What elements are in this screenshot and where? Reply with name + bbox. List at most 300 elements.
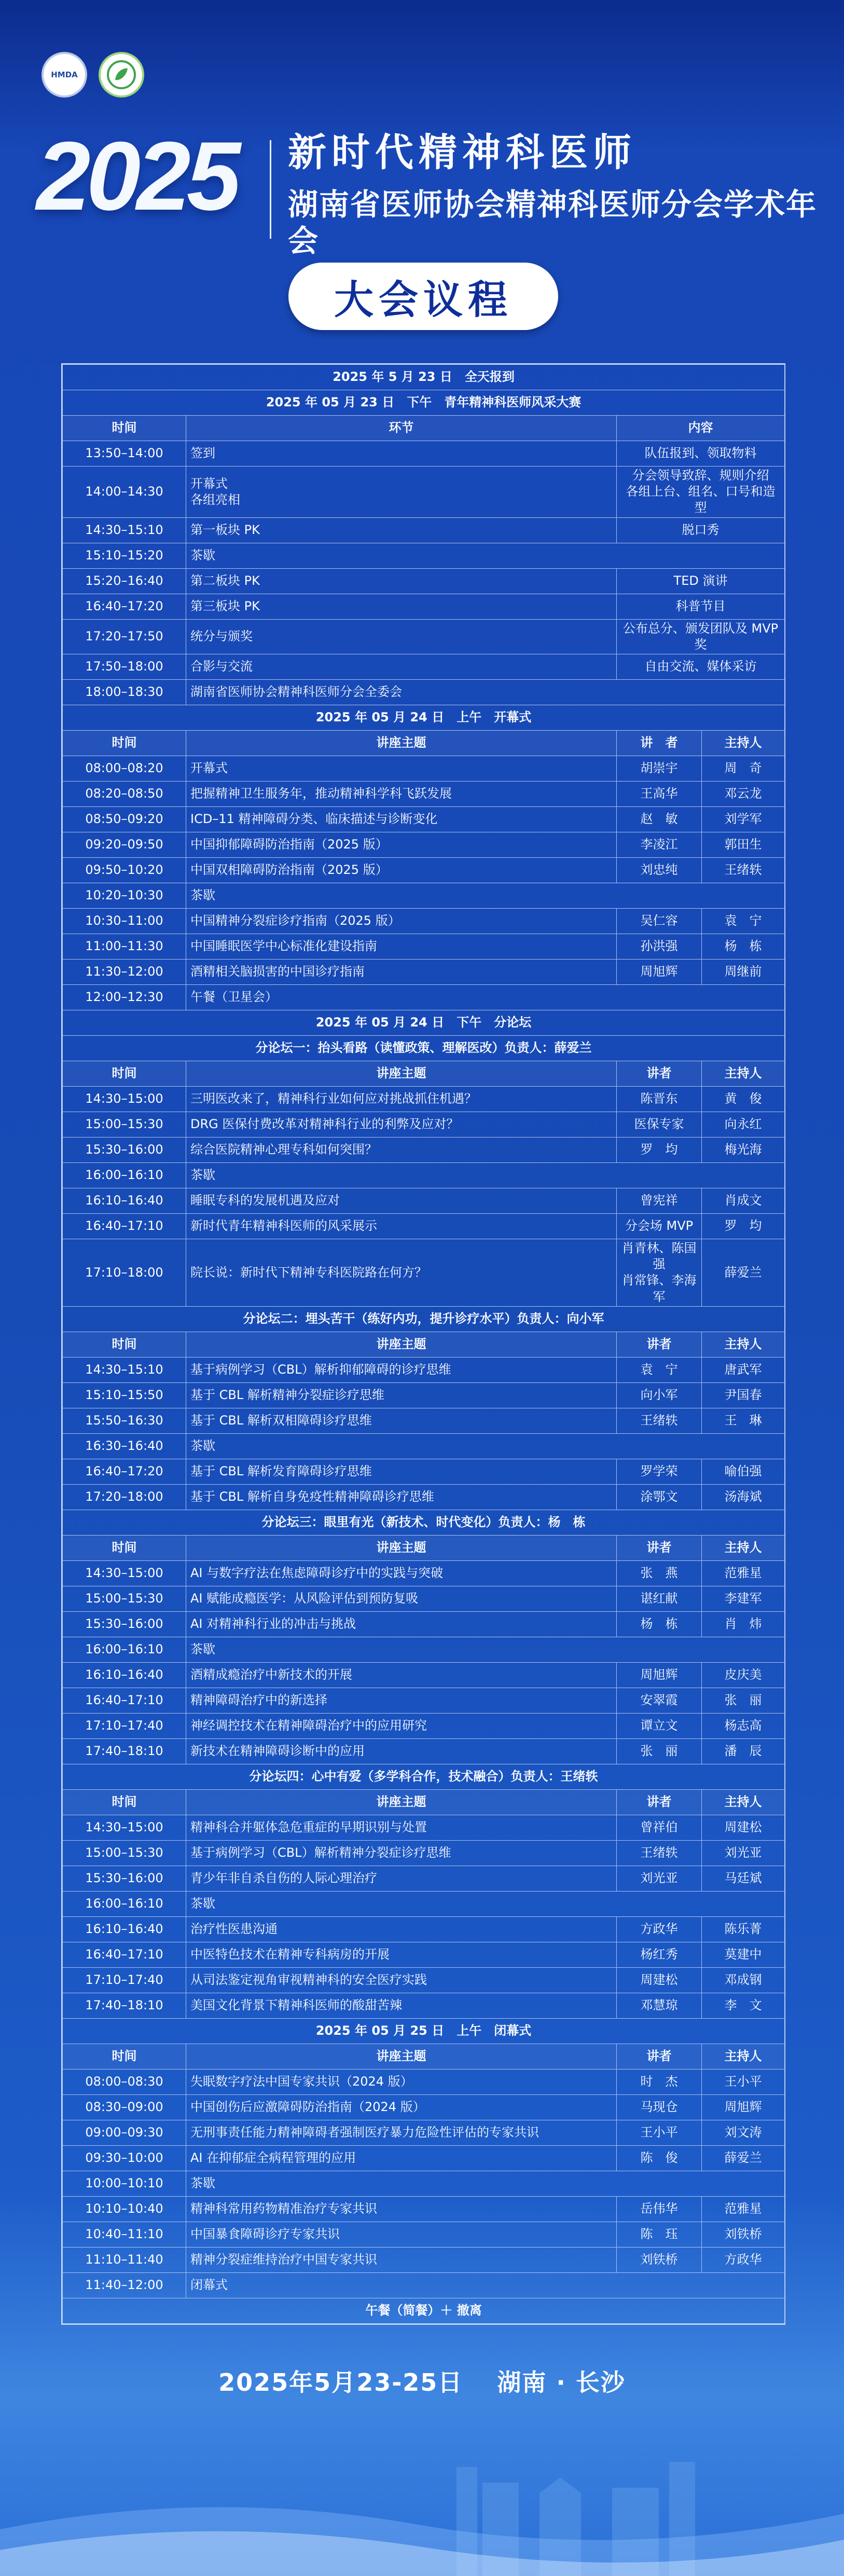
table-row	[63, 1213, 785, 1239]
table-row	[63, 1942, 785, 1967]
section-banner	[63, 365, 785, 390]
time-cell: 17:10–17:40	[63, 1713, 186, 1738]
speaker-cell: 邓慧琼	[617, 1993, 702, 2018]
speaker-cell: 曾祥伯	[617, 1815, 702, 1840]
topic-cell: 精神科合并躯体急危重症的早期识别与处置	[186, 1815, 617, 1840]
speaker-cell: 刘铁桥	[617, 2247, 702, 2272]
session-cell: 合影与交流	[186, 654, 617, 679]
table-row	[63, 1688, 785, 1713]
time-cell: 10:10–10:40	[63, 2196, 186, 2222]
speaker-cell: 曾宪祥	[617, 1188, 702, 1213]
section-banner	[63, 705, 785, 730]
table-header	[63, 416, 785, 441]
column-header: 主持人	[702, 1535, 785, 1560]
table-row	[63, 2120, 785, 2145]
speaker-cell: 方政华	[617, 1916, 702, 1942]
table-row	[63, 1459, 785, 1484]
table-row	[63, 654, 785, 679]
topic-cell: 把握精神卫生服务年，推动精神科学科飞跃发展	[186, 781, 617, 806]
table-row	[63, 908, 785, 934]
topic-cell: 茶歇	[186, 1162, 785, 1188]
host-cell: 王绪轶	[702, 857, 785, 883]
table-row	[63, 1382, 785, 1408]
time-cell: 17:20–18:00	[63, 1484, 186, 1510]
time-cell: 12:00–12:30	[63, 984, 186, 1010]
table-row	[63, 959, 785, 984]
speaker-cell: 谭立文	[617, 1713, 702, 1738]
section-title: 2025 年 05 月 24 日 上午 开幕式	[63, 705, 785, 730]
time-cell: 08:50–09:20	[63, 806, 186, 832]
table-row	[63, 1866, 785, 1891]
hmda-logo: HMDA	[41, 52, 87, 98]
section-title: 分论坛二：埋头苦干（练好内功，提升诊疗水平）负责人：向小军	[63, 1306, 785, 1332]
time-cell: 15:30–16:00	[63, 1866, 186, 1891]
time-cell: 09:50–10:20	[63, 857, 186, 883]
host-cell: 方政华	[702, 2247, 785, 2272]
table-row	[63, 2196, 785, 2222]
speaker-cell: 吴仁容	[617, 908, 702, 934]
column-header: 时间	[63, 1332, 186, 1357]
speaker-cell: 向小军	[617, 1382, 702, 1408]
column-header: 时间	[63, 1789, 186, 1815]
speaker-cell: 周建松	[617, 1967, 702, 1993]
leaf-icon	[106, 59, 137, 90]
topic-cell: 茶歇	[186, 1433, 785, 1459]
time-cell: 15:00–15:30	[63, 1840, 186, 1866]
content-cell: 分会领导致辞、规则介绍 各组上台、组名、口号和造型	[617, 467, 785, 518]
topic-cell: 午餐（卫星会）	[186, 984, 785, 1010]
topic-cell: 精神分裂症维持治疗中国专家共识	[186, 2247, 617, 2272]
table-row	[63, 1239, 785, 1306]
time-cell: 16:10–16:40	[63, 1916, 186, 1942]
speaker-cell: 肖青林、陈国强 肖常锋、李海军	[617, 1239, 702, 1306]
speaker-cell: 李凌江	[617, 832, 702, 857]
speaker-cell: 涂鄂文	[617, 1484, 702, 1510]
time-cell: 16:40–17:10	[63, 1688, 186, 1713]
host-cell: 喻伯强	[702, 1459, 785, 1484]
speaker-cell: 袁 宁	[617, 1357, 702, 1382]
host-cell: 刘光亚	[702, 1840, 785, 1866]
table-row	[63, 2222, 785, 2247]
topic-cell: 美国文化背景下精神科医师的酸甜苦辣	[186, 1993, 617, 2018]
table-row	[63, 857, 785, 883]
table-row	[63, 1738, 785, 1764]
topic-cell: 中国精神分裂症诊疗指南（2025 版）	[186, 908, 617, 934]
table-row	[63, 1891, 785, 1916]
content-cell: 自由交流、媒体采访	[617, 654, 785, 679]
topic-cell: 睡眠专科的发展机遇及应对	[186, 1188, 617, 1213]
topic-cell: 综合医院精神心理专科如何突围？	[186, 1137, 617, 1162]
speaker-cell: 张 燕	[617, 1560, 702, 1586]
table-row	[63, 441, 785, 467]
column-header: 讲 者	[617, 730, 702, 756]
topic-cell: 基于 CBL 解析双相障碍诊疗思维	[186, 1408, 617, 1433]
host-cell: 王小平	[702, 2069, 785, 2094]
topic-cell: 开幕式	[186, 756, 617, 781]
section-banner	[63, 390, 785, 416]
table-row	[63, 1162, 785, 1188]
table-row	[63, 756, 785, 781]
agenda-pill	[288, 263, 558, 330]
speaker-cell: 医保专家	[617, 1112, 702, 1137]
speaker-cell: 杨红秀	[617, 1942, 702, 1967]
topic-cell: 基于 CBL 解析精神分裂症诊疗思维	[186, 1382, 617, 1408]
time-cell: 15:30–16:00	[63, 1137, 186, 1162]
page-subtitle: 湖南省医师协会精神科医师分会学术年会	[288, 187, 818, 258]
host-cell: 邓成钢	[702, 1967, 785, 1993]
column-header: 主持人	[702, 1332, 785, 1357]
topic-cell: 中医特色技术在精神专科病房的开展	[186, 1942, 617, 1967]
time-cell: 08:00–08:20	[63, 756, 186, 781]
content-cell: 脱口秀	[617, 517, 785, 543]
topic-cell: 基于病例学习（CBL）解析精神分裂症诊疗思维	[186, 1840, 617, 1866]
table-row	[63, 2247, 785, 2272]
event-date-location: 2025年5月23-25日 湖南 · 长沙	[218, 2368, 626, 2396]
speaker-cell: 刘忠纯	[617, 857, 702, 883]
time-cell: 09:30–10:00	[63, 2145, 186, 2171]
time-cell: 14:30–15:00	[63, 1086, 186, 1112]
time-cell: 11:40–12:00	[63, 2272, 186, 2298]
column-header: 讲者	[617, 1061, 702, 1086]
table-row	[63, 1433, 785, 1459]
year-mark: 2025	[36, 121, 237, 230]
table-row	[63, 1840, 785, 1866]
time-cell: 10:30–11:00	[63, 908, 186, 934]
time-cell: 14:30–15:00	[63, 1560, 186, 1586]
speaker-cell: 罗 均	[617, 1137, 702, 1162]
session-cell: 开幕式 各组亮相	[186, 467, 617, 518]
topic-cell: 失眠数字疗法中国专家共识（2024 版）	[186, 2069, 617, 2094]
time-cell: 17:10–17:40	[63, 1967, 186, 1993]
table-header	[63, 1535, 785, 1560]
time-cell: 14:30–15:10	[63, 1357, 186, 1382]
table-row	[63, 1916, 785, 1942]
table-row	[63, 934, 785, 959]
host-cell: 刘铁桥	[702, 2222, 785, 2247]
session-cell: 第二板块 PK	[186, 568, 617, 594]
host-cell: 李 文	[702, 1993, 785, 2018]
speaker-cell: 杨 栋	[617, 1611, 702, 1637]
section-banner	[63, 1764, 785, 1789]
table-row	[63, 806, 785, 832]
logo-group	[41, 52, 144, 98]
agenda-pill-label: 大会议程	[334, 276, 513, 323]
host-cell: 潘 辰	[702, 1738, 785, 1764]
time-cell: 16:40–17:20	[63, 594, 186, 619]
speaker-cell: 谌红献	[617, 1586, 702, 1611]
speaker-cell: 王高华	[617, 781, 702, 806]
host-cell: 梅光海	[702, 1137, 785, 1162]
speaker-cell: 刘光亚	[617, 1866, 702, 1891]
time-cell: 16:30–16:40	[63, 1433, 186, 1459]
section-title: 分论坛三：眼里有光（新技术、时代变化）负责人：杨 栋	[63, 1510, 785, 1535]
time-cell: 15:10–15:50	[63, 1382, 186, 1408]
column-header: 讲者	[617, 2044, 702, 2069]
section-title: 分论坛四：心中有爱（多学科合作，技术融合）负责人：王绪轶	[63, 1764, 785, 1789]
table-row	[63, 1188, 785, 1213]
section-banner	[63, 1306, 785, 1332]
speaker-cell: 王小平	[617, 2120, 702, 2145]
table-header	[63, 1061, 785, 1086]
speaker-cell: 安翠霞	[617, 1688, 702, 1713]
topic-cell: AI 对精神科行业的冲击与挑战	[186, 1611, 617, 1637]
topic-cell: 茶歇	[186, 883, 785, 908]
society-logo	[99, 52, 144, 98]
time-cell: 11:30–12:00	[63, 959, 186, 984]
table-row	[63, 467, 785, 518]
time-cell: 15:20–16:40	[63, 568, 186, 594]
topic-cell: AI 在抑郁症全病程管理的应用	[186, 2145, 617, 2171]
topic-cell: 精神障碍治疗中的新选择	[186, 1688, 617, 1713]
column-header: 时间	[63, 1535, 186, 1560]
column-header: 主持人	[702, 730, 785, 756]
time-cell: 08:00–08:30	[63, 2069, 186, 2094]
column-header: 讲座主题	[186, 2044, 617, 2069]
column-header: 讲座主题	[186, 1789, 617, 1815]
session-cell: 统分与颁奖	[186, 619, 617, 654]
topic-cell: 基于 CBL 解析发育障碍诊疗思维	[186, 1459, 617, 1484]
topic-cell: 青少年非自杀自伤的人际心理治疗	[186, 1866, 617, 1891]
table-row	[63, 2171, 785, 2196]
column-header: 环节	[186, 416, 617, 441]
column-header: 内容	[617, 416, 785, 441]
section-title: 午餐（简餐）＋ 撤离	[63, 2298, 785, 2323]
topic-cell: 中国抑郁障碍防治指南（2025 版）	[186, 832, 617, 857]
topic-cell: 院长说：新时代下精神专科医院路在何方？	[186, 1239, 617, 1306]
host-cell: 黄 俊	[702, 1086, 785, 1112]
table-row	[63, 1713, 785, 1738]
table-row	[63, 1662, 785, 1688]
topic-cell: 神经调控技术在精神障碍治疗中的应用研究	[186, 1713, 617, 1738]
time-cell: 16:00–16:10	[63, 1637, 186, 1662]
time-cell: 16:10–16:40	[63, 1188, 186, 1213]
table-header	[63, 730, 785, 756]
table-row	[63, 568, 785, 594]
time-cell: 16:10–16:40	[63, 1662, 186, 1688]
host-cell: 刘文涛	[702, 2120, 785, 2145]
agenda-table	[61, 363, 785, 2325]
host-cell: 范雅星	[702, 2196, 785, 2222]
host-cell: 李建军	[702, 1586, 785, 1611]
topic-cell: 酒精成瘾治疗中新技术的开展	[186, 1662, 617, 1688]
time-cell: 08:20–08:50	[63, 781, 186, 806]
time-cell: 16:40–17:20	[63, 1459, 186, 1484]
section-banner	[63, 1010, 785, 1035]
time-cell: 15:30–16:00	[63, 1611, 186, 1637]
column-header: 讲者	[617, 1535, 702, 1560]
table-row	[63, 679, 785, 705]
host-cell: 莫建中	[702, 1942, 785, 1967]
time-cell: 14:00–14:30	[63, 467, 186, 518]
topic-cell: 茶歇	[186, 1891, 785, 1916]
host-cell: 薛爱兰	[702, 1239, 785, 1306]
host-cell: 杨 栋	[702, 934, 785, 959]
table-row	[63, 619, 785, 654]
host-cell: 王 琳	[702, 1408, 785, 1433]
table-row	[63, 1357, 785, 1382]
table-row	[63, 1993, 785, 2018]
speaker-cell: 赵 敏	[617, 806, 702, 832]
host-cell: 郭田生	[702, 832, 785, 857]
table-header	[63, 1332, 785, 1357]
table-row	[63, 1484, 785, 1510]
topic-cell: 新时代青年精神科医师的风采展示	[186, 1213, 617, 1239]
content-cell: 公布总分、颁发团队及 MVP 奖	[617, 619, 785, 654]
table-row	[63, 1086, 785, 1112]
topic-cell: 治疗性医患沟通	[186, 1916, 617, 1942]
column-header: 主持人	[702, 1789, 785, 1815]
table-row	[63, 2272, 785, 2298]
host-cell: 罗 均	[702, 1213, 785, 1239]
table-row	[63, 2069, 785, 2094]
speaker-cell: 马现仓	[617, 2094, 702, 2120]
time-cell: 17:40–18:10	[63, 1993, 186, 2018]
topic-cell: ICD–11 精神障碍分类、临床描述与诊断变化	[186, 806, 617, 832]
time-cell: 11:00–11:30	[63, 934, 186, 959]
speaker-cell: 张 丽	[617, 1738, 702, 1764]
table-row	[63, 1137, 785, 1162]
table-row	[63, 543, 785, 568]
time-cell: 15:00–15:30	[63, 1112, 186, 1137]
column-header: 讲者	[617, 1789, 702, 1815]
topic-cell: 三明医改来了，精神科行业如何应对挑战抓住机遇？	[186, 1086, 617, 1112]
table-header	[63, 2044, 785, 2069]
topic-cell: 茶歇	[186, 2171, 785, 2196]
time-cell: 10:20–10:30	[63, 883, 186, 908]
speaker-cell: 岳伟华	[617, 2196, 702, 2222]
host-cell: 向永红	[702, 1112, 785, 1137]
table-row	[63, 1815, 785, 1840]
time-cell: 17:50–18:00	[63, 654, 186, 679]
time-cell: 14:30–15:00	[63, 1815, 186, 1840]
session-cell: 茶歇	[186, 543, 785, 568]
topic-cell: 从司法鉴定视角审视精神科的安全医疗实践	[186, 1967, 617, 1993]
time-cell: 13:50–14:00	[63, 441, 186, 467]
host-cell: 尹国春	[702, 1382, 785, 1408]
table-row	[63, 2145, 785, 2171]
speaker-cell: 王绪轶	[617, 1840, 702, 1866]
host-cell: 皮庆美	[702, 1662, 785, 1688]
time-cell: 15:00–15:30	[63, 1586, 186, 1611]
content-cell: TED 演讲	[617, 568, 785, 594]
time-cell: 16:40–17:10	[63, 1942, 186, 1967]
speaker-cell: 孙洪强	[617, 934, 702, 959]
host-cell: 陈乐菁	[702, 1916, 785, 1942]
column-header: 讲座主题	[186, 1061, 617, 1086]
time-cell: 09:00–09:30	[63, 2120, 186, 2145]
topic-cell: 中国双相障碍防治指南（2025 版）	[186, 857, 617, 883]
time-cell: 15:50–16:30	[63, 1408, 186, 1433]
section-title: 分论坛一：抬头看路（读懂政策、理解医改）负责人：薛爱兰	[63, 1035, 785, 1061]
host-cell: 薛爱兰	[702, 2145, 785, 2171]
host-cell: 周旭辉	[702, 2094, 785, 2120]
section-title: 2025 年 05 月 24 日 下午 分论坛	[63, 1010, 785, 1035]
topic-cell: 中国睡眠医学中心标准化建设指南	[186, 934, 617, 959]
speaker-cell: 陈 俊	[617, 2145, 702, 2171]
table-row	[63, 832, 785, 857]
session-cell: 第三板块 PK	[186, 594, 617, 619]
speaker-cell: 陈 珏	[617, 2222, 702, 2247]
city-skyline	[0, 2358, 844, 2576]
section-banner	[63, 2018, 785, 2044]
time-cell: 17:20–17:50	[63, 619, 186, 654]
time-cell: 08:30–09:00	[63, 2094, 186, 2120]
topic-cell: 基于病例学习（CBL）解析抑郁障碍的诊疗思维	[186, 1357, 617, 1382]
title-divider	[270, 140, 271, 239]
column-header: 讲者	[617, 1332, 702, 1357]
table-row	[63, 1408, 785, 1433]
session-cell: 签到	[186, 441, 617, 467]
topic-cell: 茶歇	[186, 1637, 785, 1662]
section-banner	[63, 1035, 785, 1061]
table-row	[63, 1560, 785, 1586]
column-header: 主持人	[702, 1061, 785, 1086]
speaker-cell: 王绪轶	[617, 1408, 702, 1433]
topic-cell: 精神科常用药物精准治疗专家共识	[186, 2196, 617, 2222]
table-row	[63, 1637, 785, 1662]
host-cell: 邓云龙	[702, 781, 785, 806]
table-header	[63, 1789, 785, 1815]
topic-cell: 新技术在精神障碍诊断中的应用	[186, 1738, 617, 1764]
topic-cell: 中国创伤后应激障碍防治指南（2024 版）	[186, 2094, 617, 2120]
section-banner	[63, 1510, 785, 1535]
column-header: 主持人	[702, 2044, 785, 2069]
column-header: 讲座主题	[186, 1332, 617, 1357]
content-cell: 队伍报到、领取物料	[617, 441, 785, 467]
speaker-cell: 时 杰	[617, 2069, 702, 2094]
host-cell: 袁 宁	[702, 908, 785, 934]
column-header: 时间	[63, 730, 186, 756]
time-cell: 11:10–11:40	[63, 2247, 186, 2272]
speaker-cell: 周旭辉	[617, 1662, 702, 1688]
speaker-cell: 罗学荣	[617, 1459, 702, 1484]
table-row	[63, 2094, 785, 2120]
time-cell: 09:20–09:50	[63, 832, 186, 857]
column-header: 时间	[63, 416, 186, 441]
table-row	[63, 1967, 785, 1993]
speaker-cell: 陈晋东	[617, 1086, 702, 1112]
table-row	[63, 1611, 785, 1637]
time-cell: 10:40–11:10	[63, 2222, 186, 2247]
topic-cell: 无刑事责任能力精神障碍者强制医疗暴力危险性评估的专家共识	[186, 2120, 617, 2145]
host-cell: 周继前	[702, 959, 785, 984]
topic-cell: 中国暴食障碍诊疗专家共识	[186, 2222, 617, 2247]
host-cell: 肖成文	[702, 1188, 785, 1213]
host-cell: 张 丽	[702, 1688, 785, 1713]
topic-cell: 闭幕式	[186, 2272, 785, 2298]
host-cell: 范雅星	[702, 1560, 785, 1586]
host-cell: 周建松	[702, 1815, 785, 1840]
host-cell: 杨志高	[702, 1713, 785, 1738]
table-row	[63, 984, 785, 1010]
column-header: 时间	[63, 2044, 186, 2069]
time-cell: 18:00–18:30	[63, 679, 186, 705]
table-row	[63, 883, 785, 908]
speaker-cell: 分会场 MVP	[617, 1213, 702, 1239]
section-title: 2025 年 05 月 25 日 上午 闭幕式	[63, 2018, 785, 2044]
page-title: 新时代精神科医师	[288, 130, 637, 175]
time-cell: 14:30–15:10	[63, 517, 186, 543]
host-cell: 汤海斌	[702, 1484, 785, 1510]
time-cell: 16:00–16:10	[63, 1891, 186, 1916]
topic-cell: AI 赋能成瘾医学：从风险评估到预防复吸	[186, 1586, 617, 1611]
host-cell: 刘学军	[702, 806, 785, 832]
time-cell: 16:00–16:10	[63, 1162, 186, 1188]
time-cell: 10:00–10:10	[63, 2171, 186, 2196]
table-row	[63, 1586, 785, 1611]
speaker-cell: 胡崇宇	[617, 756, 702, 781]
time-cell: 15:10–15:20	[63, 543, 186, 568]
